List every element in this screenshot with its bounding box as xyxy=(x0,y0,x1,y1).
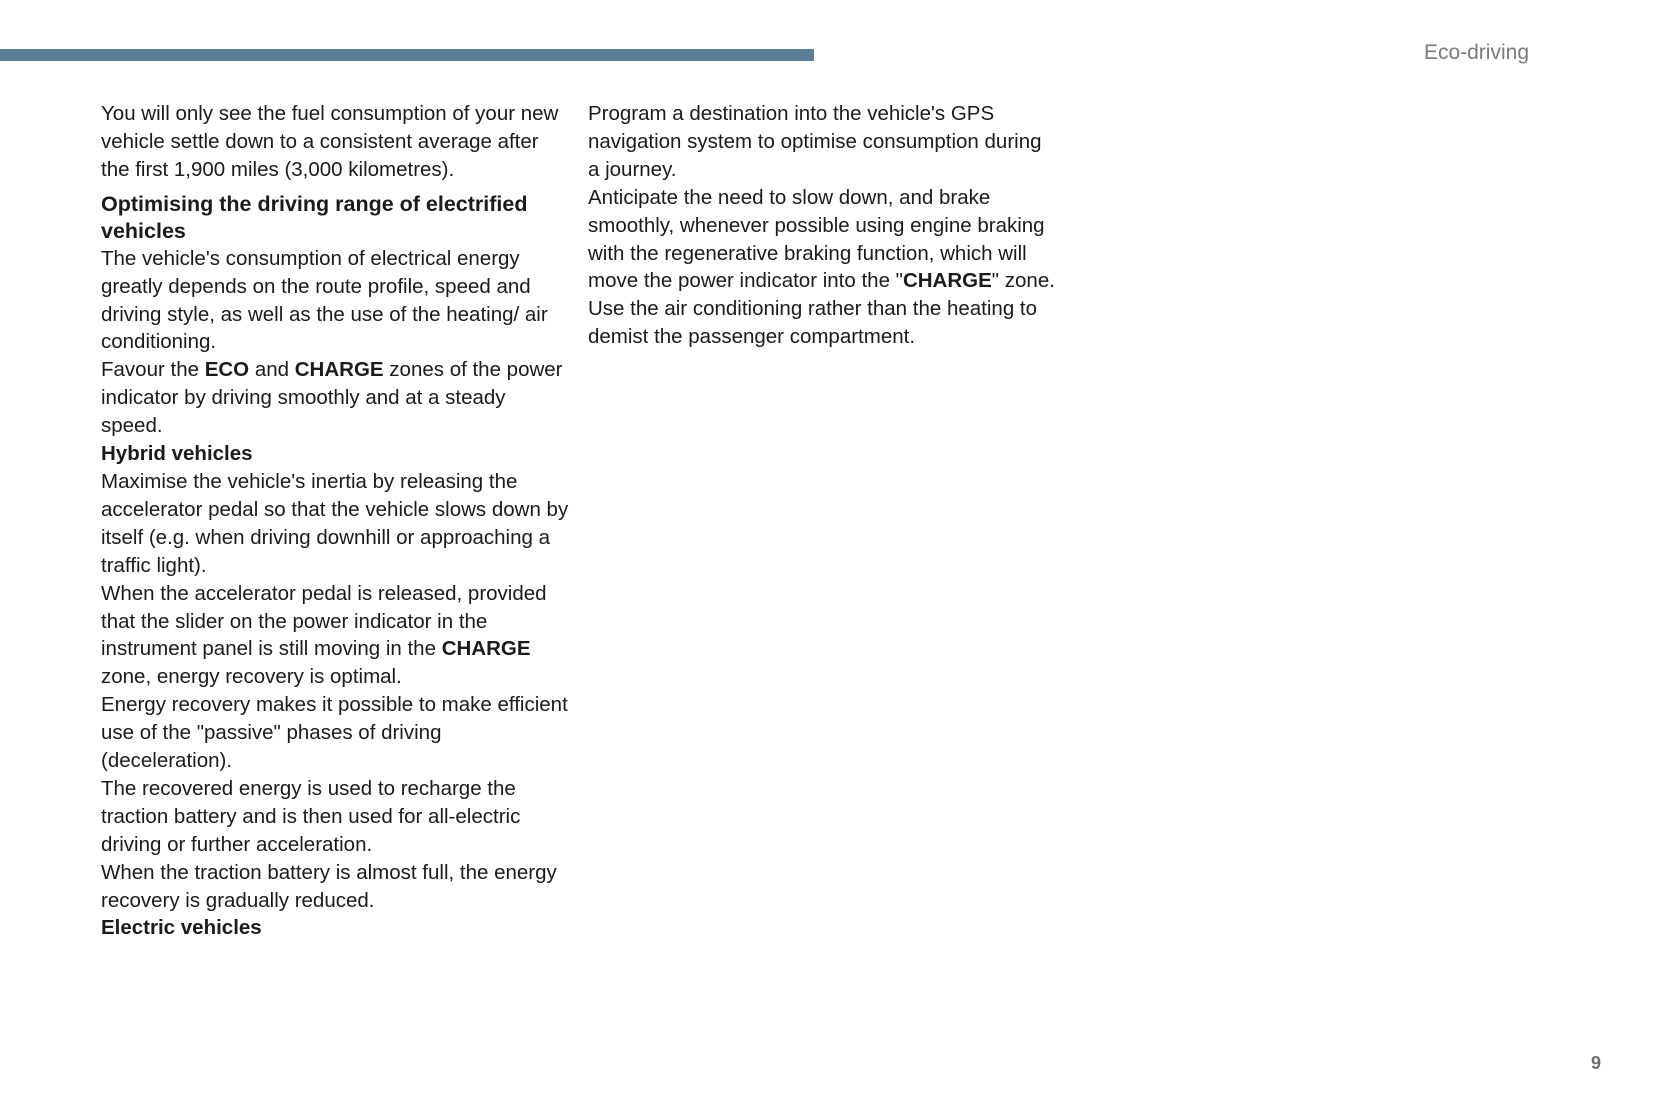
hybrid-recovery-paragraph: When the accelerator pedal is released, provided that the slider on the power indicator in the instrument panel is still moving in the CHARGE zone, energy recovery is optimal. xyxy=(101,581,547,689)
charge-keyword: CHARGE xyxy=(902,269,992,293)
left-column xyxy=(101,100,571,942)
electric-heading: Electric vehicles xyxy=(101,916,262,940)
air-conditioning-paragraph: Use the air conditioning rather than the heating to demist the passenger compartment. xyxy=(588,297,1038,349)
section-heading: Optimising the driving range of electrified vehicles xyxy=(101,191,528,243)
energy-recovery-paragraph: Energy recovery makes it possible to make efficient use of the "passive" phases of driving (deceleration). xyxy=(101,693,568,773)
consumption-paragraph: The vehicle's consumption of electrical energy greatly depends on the route profile, speed and driving style, as well as the use of the heating/ air conditioning. xyxy=(101,246,548,354)
eco-charge-paragraph: Favour the ECO and CHARGE zones of the power indicator by driving smoothly and at a steady speed. xyxy=(101,358,563,438)
section-title: Eco-driving xyxy=(1423,41,1529,64)
right-column xyxy=(588,100,1058,351)
recovered-energy-paragraph: The recovered energy is used to recharge the traction battery and is then used for all-electric driving or further acceleration. xyxy=(101,776,521,856)
hybrid-inertia-paragraph: Maximise the vehicle's inertia by releasing the accelerator pedal so that the vehicle slows down by itself (e.g. when driving downhill or approaching a traffic light). xyxy=(101,469,569,577)
header-bar xyxy=(0,49,814,61)
charge-keyword: CHARGE xyxy=(294,358,384,382)
intro-paragraph: You will only see the fuel consumption of your new vehicle settle down to a consistent average after the first 1,900 miles (3,000 kilometres). xyxy=(101,102,559,181)
eco-keyword: ECO xyxy=(204,358,250,382)
gps-paragraph: Program a destination into the vehicle's GPS navigation system to optimise consumption during a journey. xyxy=(588,102,1042,181)
battery-full-paragraph: When the traction battery is almost full, the energy recovery is gradually reduced. xyxy=(101,860,557,912)
braking-paragraph: Anticipate the need to slow down, and brake smoothly, whenever possible using engine braking with the regenerative braking function, which will move the power indicator into the "CHARGE" zone. xyxy=(588,185,1055,293)
page-number: 9 xyxy=(1590,1053,1601,1073)
charge-keyword: CHARGE xyxy=(441,637,531,661)
hybrid-heading: Hybrid vehicles xyxy=(101,442,253,466)
